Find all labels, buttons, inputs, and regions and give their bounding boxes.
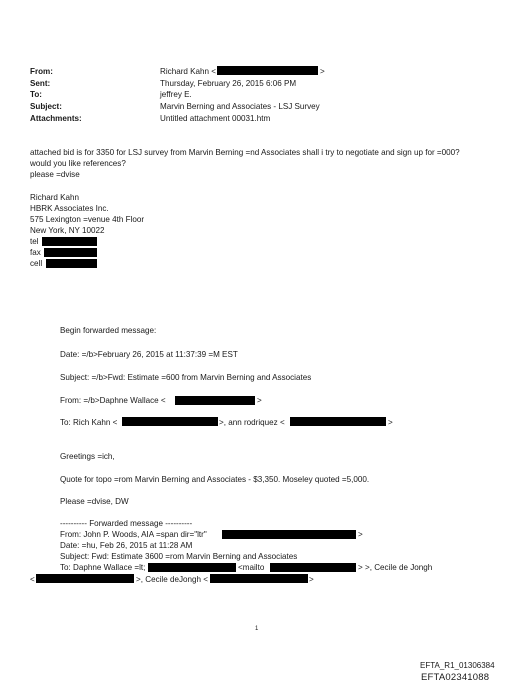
- inner-to-tail: > >, Cecile de Jongh: [358, 563, 433, 572]
- subject-value: Marvin Berning and Associates - LSJ Survey: [160, 102, 320, 111]
- body-line-2: would you like references?: [30, 159, 126, 168]
- redaction-block: [46, 259, 97, 268]
- subject-label: Subject:: [30, 102, 62, 111]
- from-tail: >: [320, 67, 325, 76]
- redaction-block: [44, 248, 97, 257]
- signature-address-1: 575 Lexington =venue 4th Floor: [30, 215, 145, 224]
- bates-label-1: EFTA_R1_01306384: [420, 661, 495, 670]
- signature-name: Richard Kahn: [30, 193, 80, 202]
- redaction-block: [175, 396, 255, 405]
- forwarded-subject: Subject: =/b>Fwd: Estimate =600 from Marvin Berning and Associates: [60, 373, 312, 382]
- redaction-block: [148, 563, 236, 572]
- inner-to-mailto: <mailto: [238, 563, 265, 572]
- redaction-block: [222, 530, 356, 539]
- redaction-block: [270, 563, 356, 572]
- forwarded-to-tail: >: [388, 418, 393, 427]
- inner-from-tail: >: [358, 530, 363, 539]
- redaction-block: [210, 574, 308, 583]
- inner-to: To: Daphne Wallace =lt;: [60, 563, 146, 572]
- from-label: From:: [30, 67, 53, 76]
- inner-separator: ---------- Forwarded message ----------: [60, 519, 193, 528]
- signature-tel: tel: [30, 237, 39, 246]
- inner-date: Date: =hu, Feb 26, 2015 at 11:28 AM: [60, 541, 193, 550]
- forwarded-from-tail: >: [257, 396, 262, 405]
- body-line-3: please =dvise: [30, 170, 80, 179]
- redaction-block: [217, 66, 318, 75]
- body-line-1: attached bid is for 3350 for LSJ survey from Marvin Berning =nd Associates shall i try to negotiate and sign up for =000?: [30, 148, 460, 157]
- forwarded-greeting: Greetings =ich,: [60, 452, 115, 461]
- page-number: 1: [255, 626, 259, 632]
- redaction-block: [122, 417, 218, 426]
- forwarded-date: Date: =/b>February 26, 2015 at 11:37:39 =M EST: [60, 350, 238, 359]
- signature-cell: cell: [30, 259, 43, 268]
- bates-label-2: EFTA02341088: [421, 672, 490, 683]
- inner-subject: Subject: Fwd: Estimate 3600 =rom Marvin Berning and Associates: [60, 552, 298, 561]
- forwarded-quote: Quote for topo =rom Marvin Berning and Associates - $3,350. Moseley quoted =5,000.: [60, 475, 370, 484]
- inner-cc-tail: >: [309, 575, 314, 584]
- inner-cc-mid: >, Cecile deJongh <: [136, 575, 208, 584]
- sent-value: Thursday, February 26, 2015 6:06 PM: [160, 79, 297, 88]
- to-value: jeffrey E.: [160, 90, 192, 99]
- signature-address-2: New York, NY 10022: [30, 226, 105, 235]
- forwarded-to-mid: >, ann rodriquez <: [219, 418, 285, 427]
- forwarded-from: From: =/b>Daphne Wallace <: [60, 396, 166, 405]
- redaction-block: [42, 237, 97, 246]
- forwarded-to: To: Rich Kahn <: [60, 418, 118, 427]
- redaction-block: [290, 417, 386, 426]
- attachments-label: Attachments:: [30, 114, 82, 123]
- inner-cc-prefix: <: [30, 575, 35, 584]
- attachments-value: Untitled attachment 00031.htm: [160, 114, 271, 123]
- sent-label: Sent:: [30, 79, 51, 88]
- from-value: Richard Kahn <: [160, 67, 217, 76]
- forwarded-begin: Begin forwarded message:: [60, 326, 157, 335]
- forwarded-please: Please =dvise, DW: [60, 497, 129, 506]
- inner-from: From: John P. Woods, AIA =span dir="ltr": [60, 530, 207, 539]
- to-label: To:: [30, 90, 42, 99]
- signature-company: HBRK Associates Inc.: [30, 204, 109, 213]
- redaction-block: [36, 574, 134, 583]
- signature-fax: fax: [30, 248, 41, 257]
